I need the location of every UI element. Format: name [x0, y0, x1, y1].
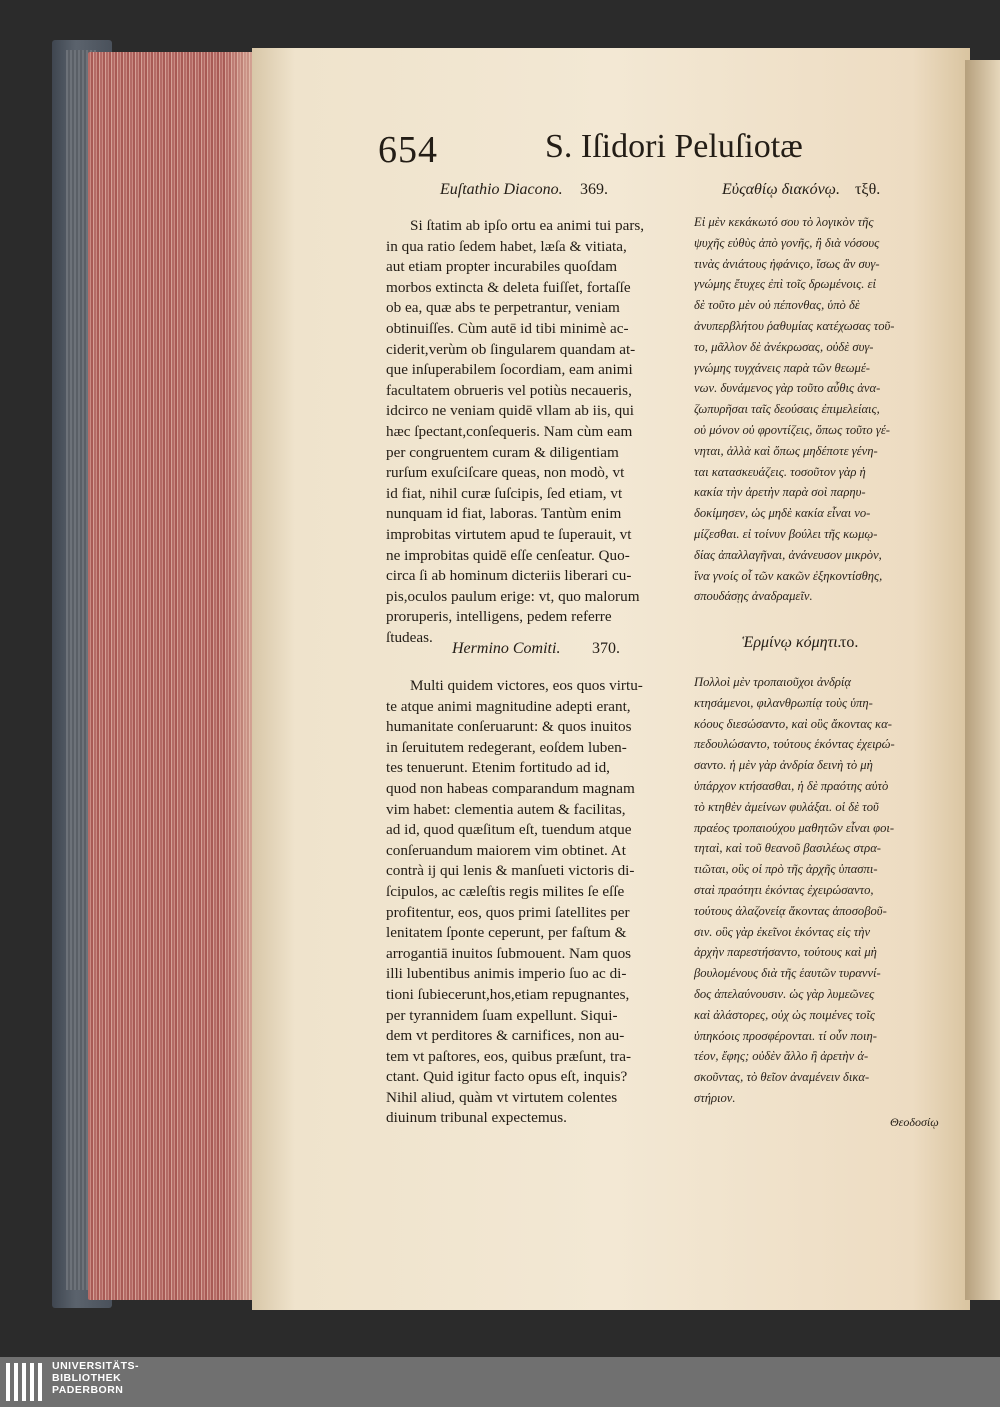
- text-line: ſtudeas.: [386, 628, 433, 646]
- text-line: δος ἀπελαύνουσιν. ὡς γὰρ λυμεῶνες: [694, 986, 875, 1001]
- logo-text-line-1: UNIVERSITÄTS-: [52, 1360, 140, 1372]
- section-369-latin-text: [386, 216, 686, 648]
- section-370-latin-text: [386, 676, 686, 1129]
- text-line: ciderit,verùm ob ſingularem quandam at-: [386, 340, 636, 358]
- text-line: pis,oculos paulum erige: vt, quo malorum: [386, 587, 640, 605]
- text-line: σαντο. ἡ μὲν γὰρ ἀνδρία δεινὴ τὸ μὴ: [694, 758, 873, 773]
- text-line: per tyrannidem ſuam expellunt. Siqui-: [386, 1006, 618, 1024]
- running-title: S. Iſidori Peluſiotæ: [545, 128, 803, 165]
- text-line: quod non habeas comparandum magnam: [386, 779, 635, 797]
- text-line: diuinum tribunal expectemus.: [386, 1109, 567, 1127]
- text-line: νηται, ἀλλὰ καὶ ὅπως μηδέποτε γένη-: [694, 443, 878, 458]
- section-369-greek-number: τξθ.: [855, 181, 881, 198]
- text-line: que inſuperabilem ſocordiam, eam animi: [386, 361, 633, 379]
- library-footer-bar: [0, 1357, 1000, 1407]
- text-line: δοκίμησεν, ὡς μηδὲ κακία εἶναι νο-: [694, 506, 871, 521]
- text-line: ſcipulos, ac cæleſtis regis milites ſe eſſe: [386, 882, 625, 900]
- text-line: τινὰς ἀνιάτους ἠφάνιςο, ἴσως ἂν συγ-: [694, 256, 880, 271]
- text-line: μίζεσθαι. εἰ τοίνυν βούλει τῆς κωμῳ-: [694, 526, 878, 541]
- text-line: καὶ ἀλάστορες, οὐχ ὡς ποιμένες τοῖς: [694, 1007, 875, 1022]
- section-370-latin-number: 370.: [592, 640, 620, 657]
- text-line: σιν. οὓς γὰρ ἐκεῖνοι ἑκόντας εἰς τὴν: [694, 924, 871, 939]
- text-line: ἀνυπερβλήτου ῥαθυμίας κατέχωσας τοῦ-: [694, 318, 895, 333]
- text-line: in qua ratio ſedem habet, læſa & vitiata,: [386, 237, 627, 255]
- text-line: δίας ἀπαλλαγῆναι, ἀνάνευσον μικρὸν,: [694, 547, 882, 562]
- text-line: nunquam id fiat, laboras. Tantùm enim: [386, 505, 622, 523]
- text-line: morbos extincta & deleta fuiſſet, fortaſſe: [386, 278, 631, 296]
- page-number: 654: [378, 129, 438, 171]
- text-line: ἵνα γνοίς οἷ τῶν κακῶν ἐξηκοντίσθης,: [694, 568, 883, 583]
- section-370-latin-heading: Hermino Comiti.: [452, 640, 561, 657]
- text-line: σταὶ πραότητι ἑκόντας ἐχειρώσαντο,: [694, 882, 874, 897]
- section-370-greek-heading: Ἑρμίνῳ κόμητι.: [742, 634, 842, 651]
- library-logo-icon: [6, 1363, 46, 1401]
- section-370-greek-number: το.: [840, 634, 859, 651]
- text-line: ad id, quod quæſitum eſt, tuendum atque: [386, 821, 632, 839]
- text-line: ctant. Quid igitur facto opus eſt, inquis?: [386, 1068, 628, 1086]
- text-line: Si ſtatim ab ipſo ortu ea animi tui pars,: [410, 217, 645, 234]
- text-line: Εἰ μὲν κεκάκωτό σου τὸ λογικὸν τῆς: [694, 215, 874, 229]
- text-line: το, μᾶλλον δὲ ἀνέκρωσας, οὐδὲ συγ-: [694, 339, 874, 354]
- text-line: σπουδάσῃς ἀναδραμεῖν.: [694, 589, 813, 604]
- text-line: circa ſi ab hominum dicteriis liberari cu-: [386, 567, 632, 585]
- text-line: ἀρχὴν παρεστήσαντο, τούτους καὶ μὴ: [694, 945, 877, 960]
- section-369-latin-heading: Euſtathio Diacono.: [440, 181, 563, 198]
- text-line: proruperis, intelligens, pedem referre: [386, 608, 612, 626]
- text-line: tioni ſubiecerunt,hos,etiam repugnantes,: [386, 985, 630, 1003]
- text-line: κτησάμενοι, φιλανθρωπίᾳ τοὺς ὑπη-: [694, 695, 873, 710]
- text-line: contrà ij qui lenis & manſueti victoris di-: [386, 862, 635, 880]
- text-line: τηταὶ, καὶ τοῦ θεανοῦ βασιλέως στρα-: [694, 841, 882, 856]
- text-line: facultatem obrueris vel potiùs necaueris,: [386, 381, 632, 399]
- text-line: aut etiam propter incurabiles quoſdam: [386, 258, 618, 276]
- text-line: ζωπυρῆσαι ταῖς δεούσαις ἐπιμελείαις,: [694, 402, 880, 417]
- text-line: στήριον.: [694, 1090, 736, 1105]
- text-line: profitentur, eos, quos primi ſatellites per: [386, 903, 630, 921]
- text-line: tes tenuerunt. Etenim fortitudo ad id,: [386, 759, 610, 777]
- text-line: lenitatem ſponte ceperunt, per faſtum &: [386, 924, 627, 942]
- text-line: νων. δυνάμενος γὰρ τοῦτο αὖθις ἀνα-: [694, 381, 881, 396]
- text-line: γνώμης τυγχάνεις παρὰ τῶν θεωμέ-: [694, 360, 870, 375]
- text-line: id fiat, nihil curæ ſuſcipis, ſed etiam, vt: [386, 484, 623, 502]
- logo-text-line-3: PADERBORN: [52, 1384, 124, 1396]
- text-line: σκοῦντας, τὸ θεῖον ἀναμένειν δικα-: [694, 1070, 870, 1085]
- text-line: οὐ μόνον οὐ φροντίζεις, ὅπως τοῦτο γέ-: [694, 422, 890, 437]
- text-line: vim habet: clementia autem & facilitas,: [386, 800, 626, 818]
- text-line: τιῶται, οὓς οἱ πρὸ τῆς ἀρχῆς ὑπασπι-: [694, 862, 878, 877]
- text-line: Nihil aliud, quàm vt virtutem colentes: [386, 1088, 618, 1106]
- text-line: arrogantiā inuitos ſubmouent. Nam quos: [386, 944, 632, 962]
- text-line: Πολλοὶ μὲν τροπαιοῦχοι ἀνδρίᾳ: [694, 675, 852, 689]
- text-line: idcirco ne veniam quidē vllam ab iis, qui: [386, 402, 634, 420]
- text-line: δὲ τοῦτο μὲν οὐ πέπονθας, ὑπὸ δὲ: [694, 298, 860, 313]
- text-line: tem vt paſtores, eos, quibus præſunt, tra-: [386, 1047, 632, 1065]
- text-line: βουλομένους διὰ τῆς ἑαυτῶν τυραννί-: [694, 966, 881, 981]
- text-line: humanitate conſeruarunt: & quos inuitos: [386, 718, 632, 736]
- logo-text-line-2: BIBLIOTHEK: [52, 1372, 122, 1384]
- text-line: ὑπάρχον κτήσασθαι, ἡ δὲ πραότης αὐτὸ: [694, 778, 889, 793]
- text-line: obtinuiſſes. Cùm autē id tibi minimè ac-: [386, 319, 629, 337]
- text-line: ται κατασκευάζεις. τοσοῦτον γὰρ ἡ: [694, 464, 866, 479]
- text-line: κακία τὴν ἀρετὴν παρὰ σοὶ παρηυ-: [694, 485, 866, 500]
- text-line: πεδουλώσαντο, τούτους ἑκόντας ἐχειρώ-: [694, 737, 895, 752]
- text-line: rurſum exuſciſcare queas, non modò, vt: [386, 464, 625, 482]
- text-line: Multi quidem victores, eos quos virtu-: [410, 677, 643, 694]
- text-line: per congruentem curam & diligentiam: [386, 443, 619, 461]
- text-line: τέον, ἔφης; οὐδὲν ἄλλο ἢ ἀρετὴν ἀ-: [694, 1049, 869, 1064]
- text-line: γνώμης ἔτυχες ἐπὶ τοῖς δρωμένοις. εἰ: [694, 277, 876, 292]
- text-line: τὸ κτηθὲν ἀμείνων φυλάξαι. οἱ δὲ τοῦ: [694, 799, 879, 814]
- text-line: πραέος τροπαιούχου μαθητῶν εἶναι φοι-: [694, 820, 895, 835]
- text-line: κόους διεσώσαντο, καὶ οὓς ἄκοντας κα-: [694, 716, 892, 731]
- text-line: ne improbitas quidē eſſe cenſeatur. Quo-: [386, 546, 630, 564]
- text-line: ob ea, quæ abs te perpetrantur, veniam: [386, 299, 620, 317]
- text-line: in ſeruitutem redegerant, eoſdem luben-: [386, 738, 627, 756]
- catchword: Θεοδοσίῳ: [890, 1115, 939, 1129]
- section-369-latin-number: 369.: [580, 181, 608, 198]
- section-369-greek-heading: Εὐςαθίῳ διακόνῳ.: [722, 181, 840, 198]
- text-line: conſeruandum maiorem vim obtinet. At: [386, 841, 626, 859]
- facing-page-edge: [965, 60, 1000, 1300]
- text-line: te atque animi magnitudine adepti erant,: [386, 697, 631, 715]
- text-line: ὑπηκόοις προσφέρονται. τί οὖν ποιη-: [694, 1028, 877, 1043]
- section-370-greek-text: [694, 672, 956, 1109]
- text-line: ψυχῆς εὐθὺς ἀπὸ γονῆς, ἢ διὰ νόσους: [694, 235, 880, 250]
- text-line: dem vt perditores & carnifices, non au-: [386, 1027, 625, 1045]
- text-line: illi lubentibus animis imperio ſuo ac di-: [386, 965, 627, 983]
- text-line: hæc ſpectant,conſequeris. Nam cùm eam: [386, 422, 633, 440]
- section-369-greek-text: [694, 212, 956, 607]
- text-line: τούτους ἀλαζονείᾳ ἄκοντας ἀποσοβοῦ-: [694, 903, 887, 918]
- page-block-highlight: [224, 52, 254, 1300]
- text-line: improbitas virtutem apud te ſuperauit, vt: [386, 525, 632, 543]
